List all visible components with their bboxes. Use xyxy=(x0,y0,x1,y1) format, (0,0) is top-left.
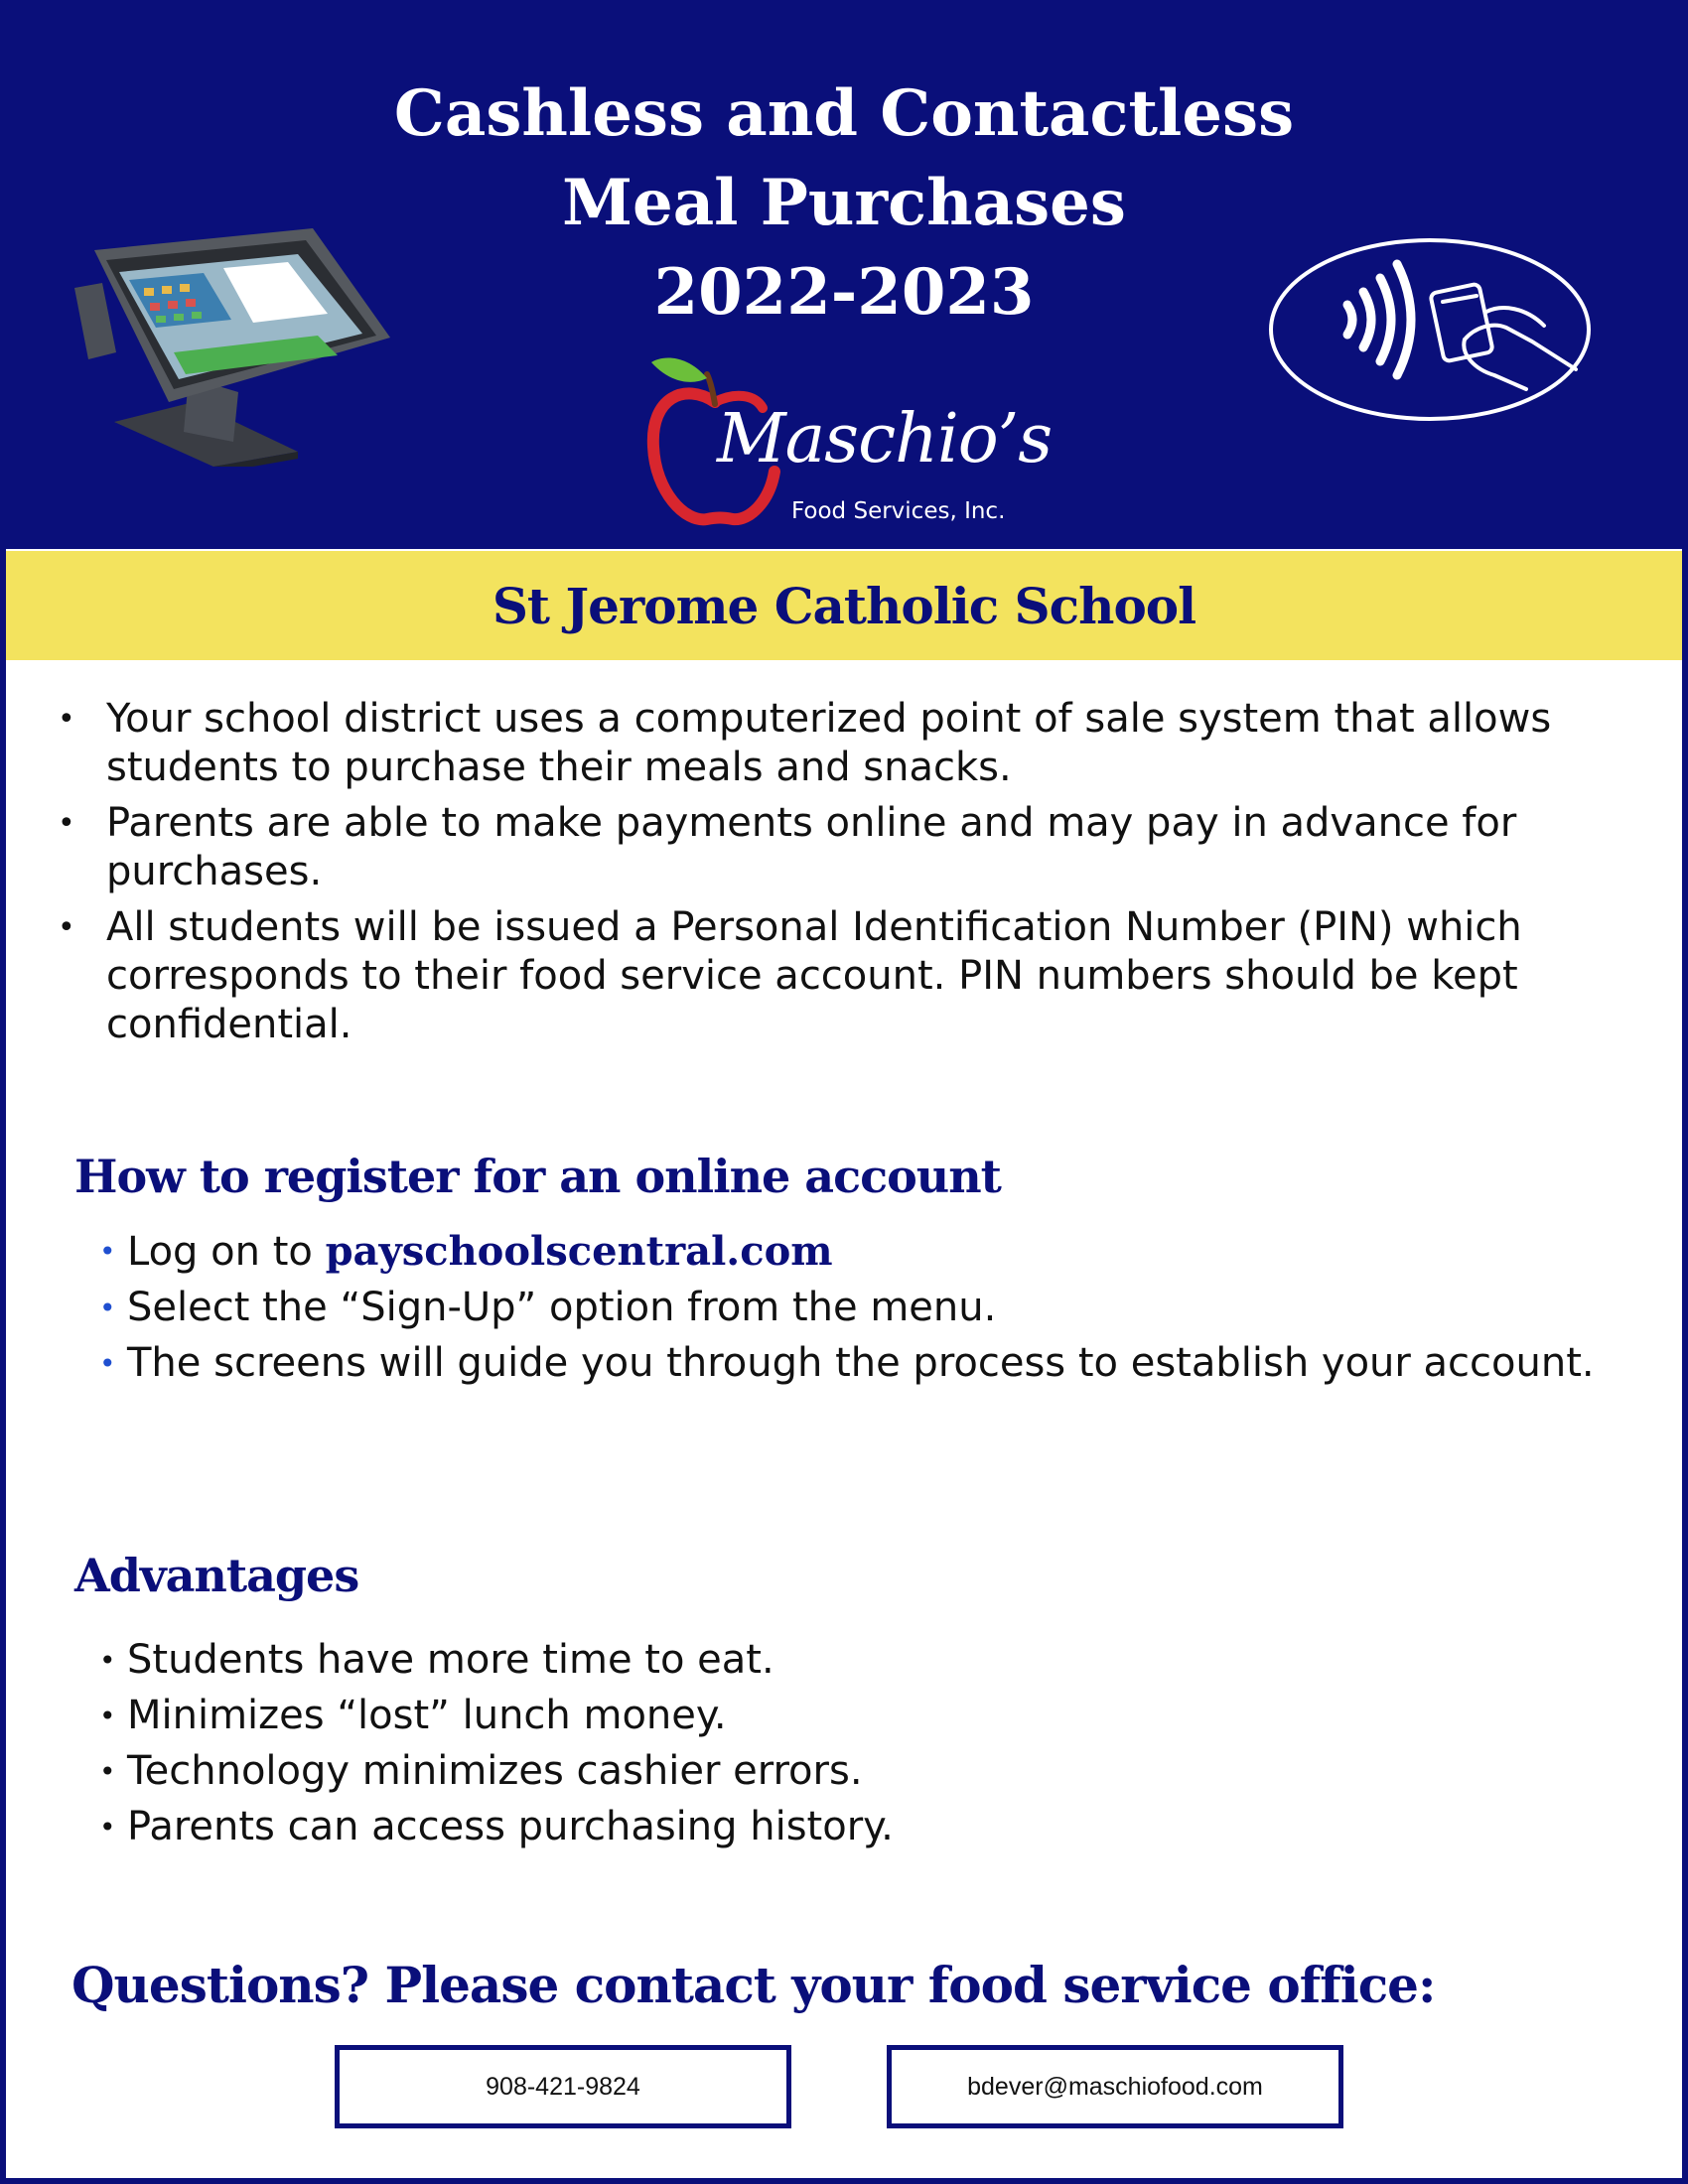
list-item: • Parents can access purchasing history. xyxy=(99,1803,1628,1851)
title-line-3: 2022-2023 xyxy=(653,255,1035,330)
list-item: • Select the “Sign-Up” option from the menu. xyxy=(99,1284,1628,1332)
title-line-2: Meal Purchases xyxy=(562,166,1126,240)
phone-number: 908-421-9824 xyxy=(486,2072,640,2101)
list-item: • Your school district uses a computerized point of sale system that allows students to purchase their meals and snacks. xyxy=(50,695,1628,792)
advantages-heading: Advantages xyxy=(74,1549,359,1602)
email-address: bdever@maschiofood.com xyxy=(967,2072,1263,2101)
register-heading: How to register for an online account xyxy=(74,1150,1001,1203)
list-item: • Parents are able to make payments online and may pay in advance for purchases. xyxy=(50,799,1628,896)
contact-heading: Questions? Please contact your food service office: xyxy=(71,1956,1436,2014)
list-item: • Minimizes “lost” lunch money. xyxy=(99,1692,1628,1740)
title-line-1: Cashless and Contactless xyxy=(393,76,1295,151)
logo-name: Maschio’s xyxy=(717,400,1053,478)
list-item: • Technology minimizes cashier errors. xyxy=(99,1747,1628,1796)
school-name: St Jerome Catholic School xyxy=(492,576,1196,635)
list-item: • The screens will guide you through the process to establish your account. xyxy=(99,1339,1628,1388)
logo-subtitle: Food Services, Inc. xyxy=(791,498,1006,524)
payschools-link[interactable]: payschoolscentral.com xyxy=(325,1228,833,1275)
list-item: • All students will be issued a Personal Identification Number (PIN) which corresponds to their food service account. PIN numbers should be kept confidential. xyxy=(50,903,1628,1049)
step-text: Log on to xyxy=(127,1229,326,1275)
list-item: • Students have more time to eat. xyxy=(99,1636,1628,1685)
